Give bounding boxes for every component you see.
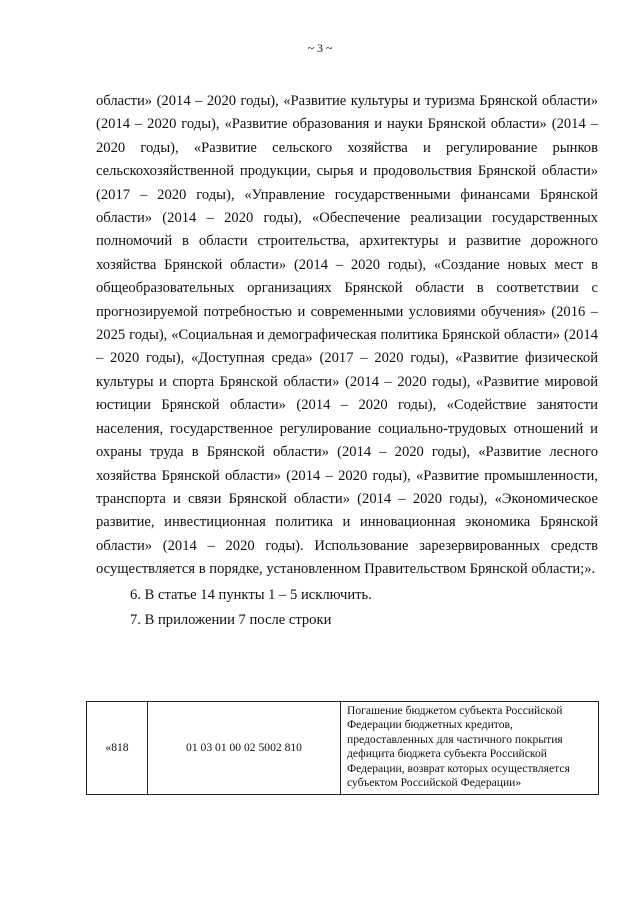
document-body: [96, 90, 598, 632]
table-cell-description: Погашение бюджетом субъекта Российской Федерации бюджетных кредитов, предоставленных для частичного покрытия дефицита бюджета субъекта Российской Федерации, возврат которых осуществляется субъектом Российской Федерации»: [341, 702, 599, 795]
main-paragraph: области» (2014 – 2020 годы), «Развитие культуры и туризма Брянской области» (2014 – 2020 годы), «Развитие образования и науки Брянской области» (2014 – 2020 годы), «Развитие сельского хозяйства и регулирование рынков сельскохозяйственной продукции, сырья и продовольствия Брянской области» (2017 – 2020 годы), «Управление государственными финансами Брянской области» (2014 – 2020 годы), «Обеспечение реализации государственных полномочий в области строительства, архитектуры и развитие дорожного хозяйства Брянской области» (2014 – 2020 годы), «Создание новых мест в общеобразовательных организациях Брянской области в соответствии с прогнозируемой потребностью и современными условиями обучения» (2016 – 2025 годы), «Социальная и демографическая политика Брянской области» (2014 – 2020 годы), «Доступная среда» (2017 – 2020 годы), «Развитие физической культуры и спорта Брянской области» (2014 – 2020 годы), «Развитие мировой юстиции Брянской области» (2014 – 2020 годы), «Содействие занятости населения, государственное регулирование социально-трудовых отношений и охраны труда в Брянской области» (2014 – 2020 годы), «Развитие лесного хозяйства Брянской области» (2014 – 2020 годы), «Развитие промышленности, транспорта и связи Брянской области» (2014 – 2020 годы), «Экономическое развитие, инвестиционная политика и инновационная экономика Брянской области» (2014 – 2020 годы). Использование зарезервированных средств осуществляется в порядке, установленном Правительством Брянской области;».: [96, 93, 598, 578]
page-number: ~ 3 ~: [307, 41, 333, 55]
table-row: [87, 702, 599, 795]
item-7: 7. В приложении 7 после строки: [130, 611, 332, 628]
budget-table: [86, 701, 599, 795]
table-cell-classification: 01 03 01 00 02 5002 810: [148, 702, 341, 795]
table-cell-code: «818: [87, 702, 148, 795]
item-6: 6. В статье 14 пункты 1 – 5 исключить.: [130, 586, 372, 603]
